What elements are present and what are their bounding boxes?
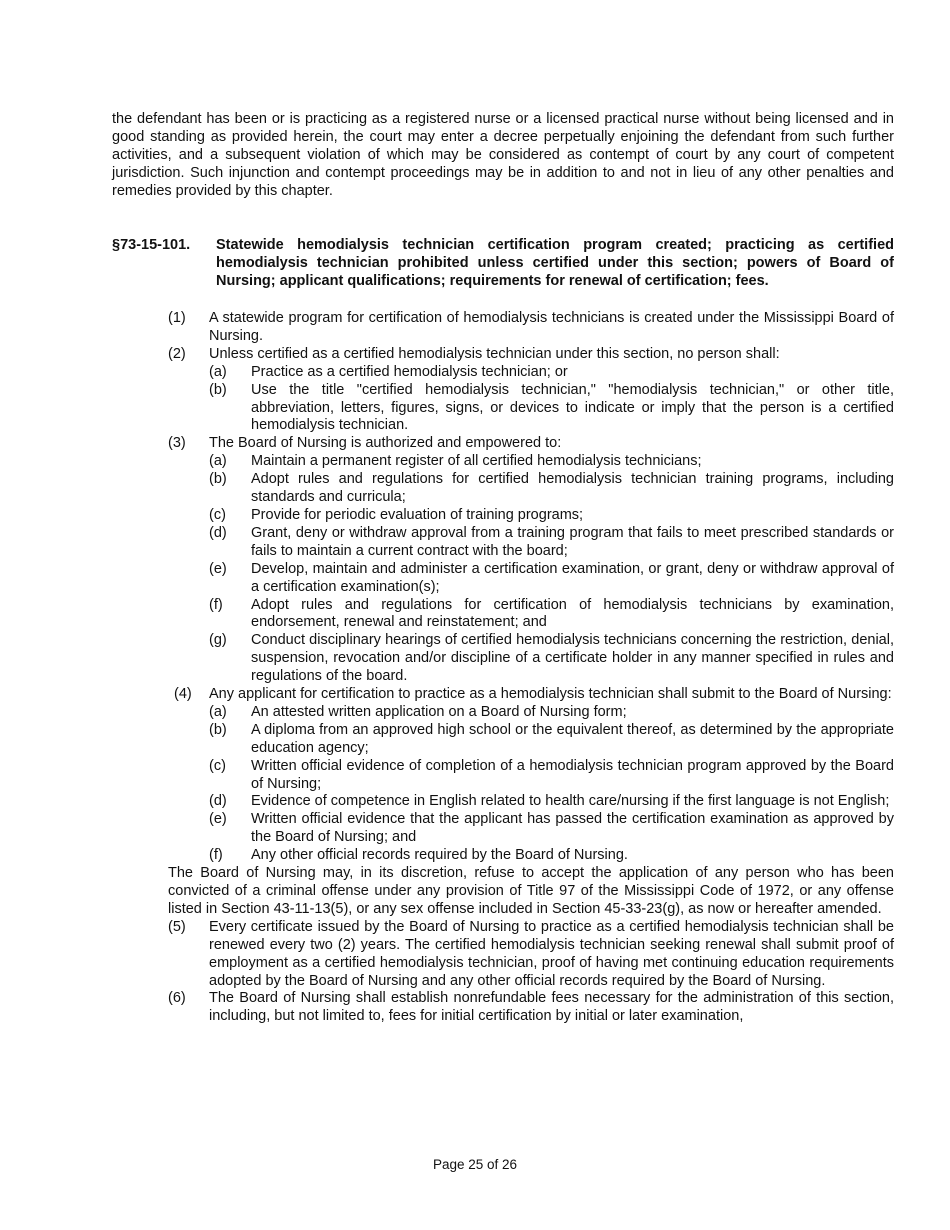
item-label: (5)	[168, 918, 186, 935]
item-4-sub-d	[168, 793, 894, 811]
item-text: Every certificate issued by the Board of Nursing to practice as a certified hemodialysis technician shall be renewed every two (2) years. The certified hemodialysis technician seeking renewal shall submit proof of employment as a certified hemodialysis technician, proof of having met continuing education requirements adopted by the Board of Nursing and any other official records required by the Board of Nursing.	[209, 918, 894, 989]
item-3-sub-d	[168, 525, 894, 561]
sub-label: (b)	[209, 471, 227, 488]
sub-text: Use the title "certified hemodialysis technician," "hemodialysis technician," or other title, abbreviation, letters, figures, signs, or devices to indicate or imply that the person is a certified hemodialysis technician.	[251, 381, 894, 434]
sub-text: An attested written application on a Board of Nursing form;	[251, 703, 627, 720]
sub-label: (f)	[209, 596, 223, 613]
sub-text: Develop, maintain and administer a certification examination, or grant, deny or withdraw approval of a certification examination(s);	[251, 560, 894, 595]
section-title: Statewide hemodialysis technician certification program created; practicing as certified hemodialysis technician prohibited unless certified under this section; powers of Board of Nursing; applicant qualifications; requirements for renewal of certification; fees.	[216, 237, 894, 289]
item-3-sub-c	[168, 507, 894, 525]
intro-paragraph: the defendant has been or is practicing as a registered nurse or a licensed practical nurse without being licensed and in good standing as provided herein, the court may enter a decree perpetually enjoining the defendant from such further activities, and a subsequent violation of which may be considered as contempt of court by any court of competent jurisdiction. Such injunction and contempt proceedings may be in addition to and not in lieu of any other penalties and remedies provided by this chapter.	[112, 111, 894, 199]
item-text: Any applicant for certification to practice as a hemodialysis technician shall submit to the Board of Nursing:	[209, 686, 892, 703]
item-2	[168, 346, 894, 364]
sub-label: (c)	[209, 757, 226, 774]
item-2-sub-a	[168, 364, 894, 382]
sub-label: (f)	[209, 847, 223, 864]
item-label: (6)	[168, 990, 186, 1007]
sub-label: (e)	[209, 560, 227, 577]
sub-text: Practice as a certified hemodialysis technician; or	[251, 363, 568, 380]
item-text: A statewide program for certification of hemodialysis technicians is created under the Mississippi Board of Nursing.	[209, 310, 894, 344]
item-label: (1)	[168, 310, 186, 326]
item-4	[168, 686, 894, 704]
item-3-sub-a	[168, 453, 894, 471]
section-number: §73-15-101.	[112, 237, 191, 253]
item-3-sub-e	[168, 561, 894, 597]
item-4-sub-b	[168, 722, 894, 758]
sub-label: (a)	[209, 703, 227, 720]
section-heading	[112, 237, 894, 291]
sub-label: (a)	[209, 453, 227, 470]
item-6	[168, 990, 894, 1026]
sub-text: Provide for periodic evaluation of training programs;	[251, 506, 584, 523]
item-4-tail-paragraph: The Board of Nursing may, in its discretion, refuse to accept the application of any person who has been convicted of a criminal offense under any provision of Title 97 of the Mississippi Code of 1972, or any offense listed in Section 43-11-13(5), or any sex offense included in Section 45-33-23(g), as now or hereafter amended.	[168, 865, 894, 917]
sub-label: (b)	[209, 721, 227, 738]
sub-text: Written official evidence that the applicant has passed the certification examination as approved by the Board of Nursing; and	[251, 811, 894, 846]
section-body	[168, 310, 894, 1026]
item-text: The Board of Nursing shall establish nonrefundable fees necessary for the administration of this section, including, but not limited to, fees for initial certification by initial or later examination,	[209, 990, 894, 1025]
item-4-sub-e	[168, 811, 894, 847]
sub-label: (g)	[209, 632, 227, 649]
page-number: Page 25 of 26	[432, 1157, 518, 1172]
item-2-sub-b	[168, 382, 894, 436]
item-4-sub-c	[168, 758, 894, 794]
item-label: (2)	[168, 345, 186, 362]
sub-label: (d)	[209, 524, 227, 541]
item-3	[168, 435, 894, 453]
item-4-sub-f	[168, 847, 894, 865]
item-5	[168, 919, 894, 991]
sub-text: Adopt rules and regulations for certified hemodialysis technician training programs, including standards and curricula;	[251, 471, 894, 506]
item-4-sub-a	[168, 704, 894, 722]
sub-label: (d)	[209, 793, 227, 810]
sub-text: Written official evidence of completion of a hemodialysis technician program approved by the Board of Nursing;	[251, 757, 894, 792]
item-label: (3)	[168, 435, 186, 452]
sub-label: (b)	[209, 381, 227, 398]
item-3-sub-g	[168, 632, 894, 686]
item-1	[168, 310, 894, 346]
sub-text: A diploma from an approved high school or the equivalent thereof, as determined by the appropriate education agency;	[251, 721, 894, 756]
sub-text: Grant, deny or withdraw approval from a training program that fails to meet prescribed standards or fails to maintain a current contract with the board;	[251, 524, 894, 559]
item-3-sub-f	[168, 597, 894, 633]
sub-text: Maintain a permanent register of all certified hemodialysis technicians;	[251, 453, 702, 470]
sub-text: Conduct disciplinary hearings of certified hemodialysis technicians concerning the restriction, denial, suspension, revocation and/or discipline of a certificate holder in any manner specified in rules and regulations of the board.	[251, 632, 894, 685]
sub-label: (c)	[209, 506, 226, 523]
sub-label: (a)	[209, 363, 227, 380]
sub-text: Evidence of competence in English related to health care/nursing if the first language is not English;	[251, 793, 890, 810]
sub-text: Adopt rules and regulations for certification of hemodialysis technicians by examination, endorsement, renewal and reinstatement; and	[251, 596, 894, 631]
item-3-sub-b	[168, 471, 894, 507]
sub-text: Any other official records required by the Board of Nursing.	[251, 847, 628, 864]
sub-label: (e)	[209, 811, 227, 828]
item-text: The Board of Nursing is authorized and empowered to:	[209, 435, 562, 452]
item-label: (4)	[174, 686, 192, 703]
item-text: Unless certified as a certified hemodialysis technician under this section, no person shall:	[209, 345, 780, 362]
